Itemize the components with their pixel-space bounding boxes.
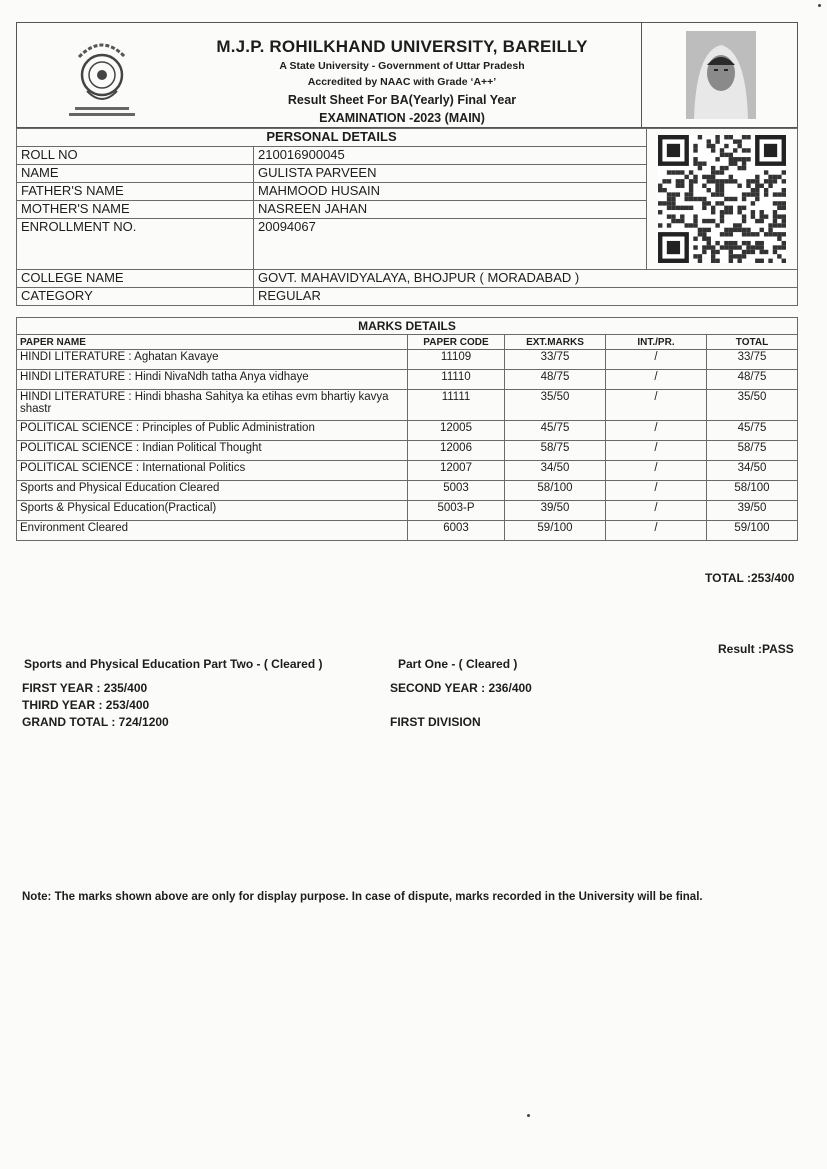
- result-status: Result :PASS: [718, 642, 794, 656]
- result-sheet-title: Result Sheet For BA(Yearly) Final Year: [287, 93, 517, 107]
- qr-code-icon: [655, 135, 789, 263]
- total-marks: 58/100: [707, 481, 798, 501]
- paper-name: POLITICAL SCIENCE : Principles of Public Administration: [17, 421, 408, 441]
- paper-code: 11111: [408, 390, 505, 421]
- student-photo: [686, 31, 756, 119]
- table-row: [17, 501, 798, 521]
- value-category: REGULAR: [254, 288, 798, 306]
- table-row: [17, 461, 798, 481]
- paper-code: 12007: [408, 461, 505, 481]
- paper-name: Sports and Physical Education Cleared: [17, 481, 408, 501]
- paper-code: 12006: [408, 441, 505, 461]
- ext-marks: 59/100: [505, 521, 606, 541]
- int-marks: /: [606, 350, 707, 370]
- int-marks: /: [606, 370, 707, 390]
- table-row: [17, 390, 798, 421]
- table-row: [17, 288, 798, 306]
- value-college-name: GOVT. MAHAVIDYALAYA, BHOJPUR ( MORADABAD ): [254, 270, 798, 288]
- paper-name: Environment Cleared: [17, 521, 408, 541]
- value-name: GULISTA PARVEEN: [254, 165, 647, 183]
- paper-name: HINDI LITERATURE : Hindi NivaNdh tatha Anya vidhaye: [17, 370, 408, 390]
- ext-marks: 58/75: [505, 441, 606, 461]
- paper-code: 12005: [408, 421, 505, 441]
- paper-code: 5003-P: [408, 501, 505, 521]
- paper-name: HINDI LITERATURE : Aghatan Kavaye: [17, 350, 408, 370]
- scan-speck: [818, 4, 821, 7]
- table-row: [17, 441, 798, 461]
- qr-cell: [647, 129, 798, 270]
- paper-name: POLITICAL SCIENCE : Indian Political Thought: [17, 441, 408, 461]
- total-marks: 35/50: [707, 390, 798, 421]
- second-year-marks: SECOND YEAR : 236/400: [390, 681, 532, 695]
- int-marks: /: [606, 501, 707, 521]
- col-total: TOTAL: [707, 335, 798, 350]
- label-enrollment-no: ENROLLMENT NO.: [17, 219, 254, 270]
- ext-marks: 39/50: [505, 501, 606, 521]
- disclaimer-note: Note: The marks shown above are only for display purpose. In case of dispute, marks recorded in the University will be final.: [22, 891, 703, 903]
- col-paper-name: PAPER NAME: [17, 335, 408, 350]
- int-marks: /: [606, 390, 707, 421]
- total-marks: 34/50: [707, 461, 798, 481]
- paper-code: 11110: [408, 370, 505, 390]
- grand-total: GRAND TOTAL : 724/1200: [22, 715, 169, 729]
- table-row: [17, 370, 798, 390]
- personal-details-table: [16, 128, 798, 306]
- marks-header-row: [17, 335, 798, 350]
- int-marks: /: [606, 521, 707, 541]
- paper-code: 6003: [408, 521, 505, 541]
- total-marks: 45/75: [707, 421, 798, 441]
- total-marks: 48/75: [707, 370, 798, 390]
- label-name: NAME: [17, 165, 254, 183]
- table-row: [17, 421, 798, 441]
- first-year-marks: FIRST YEAR : 235/400: [22, 681, 148, 695]
- label-roll-no: ROLL NO: [17, 147, 254, 165]
- accreditation: Accredited by NAAC with Grade ‘A++’: [307, 76, 497, 88]
- label-college-name: COLLEGE NAME: [17, 270, 254, 288]
- paper-code: 5003: [408, 481, 505, 501]
- examination-title: EXAMINATION -2023 (MAIN): [319, 111, 485, 125]
- ext-marks: 45/75: [505, 421, 606, 441]
- paper-code: 11109: [408, 350, 505, 370]
- marks-details-heading: MARKS DETAILS: [17, 318, 798, 335]
- total-marks: 39/50: [707, 501, 798, 521]
- total-marks: 58/75: [707, 441, 798, 461]
- personal-details-heading: PERSONAL DETAILS: [17, 129, 647, 147]
- photo-box: [641, 23, 799, 129]
- table-row: [17, 270, 798, 288]
- label-fathers-name: FATHER'S NAME: [17, 183, 254, 201]
- third-year-marks: THIRD YEAR : 253/400: [22, 698, 150, 712]
- ext-marks: 33/75: [505, 350, 606, 370]
- label-category: CATEGORY: [17, 288, 254, 306]
- ext-marks: 35/50: [505, 390, 606, 421]
- total-marks: 59/100: [707, 521, 798, 541]
- value-mothers-name: NASREEN JAHAN: [254, 201, 647, 219]
- int-marks: /: [606, 461, 707, 481]
- university-name: M.J.P. ROHILKHAND UNIVERSITY, BAREILLY: [216, 37, 588, 56]
- table-row: [17, 350, 798, 370]
- ext-marks: 58/100: [505, 481, 606, 501]
- col-int-pr: INT./PR.: [606, 335, 707, 350]
- division: FIRST DIVISION: [390, 715, 481, 729]
- university-subtitle: A State University - Government of Uttar Pradesh: [279, 60, 525, 72]
- marks-details-table: [16, 317, 798, 541]
- paper-name: HINDI LITERATURE : Hindi bhasha Sahitya ka etihas evm bhartiy kavya shastr: [17, 390, 408, 421]
- int-marks: /: [606, 441, 707, 461]
- label-mothers-name: MOTHER'S NAME: [17, 201, 254, 219]
- part-one: Part One - ( Cleared ): [398, 657, 518, 671]
- value-enrollment-no: 20094067: [254, 219, 647, 270]
- table-row: [17, 521, 798, 541]
- ext-marks: 34/50: [505, 461, 606, 481]
- col-ext-marks: EXT.MARKS: [505, 335, 606, 350]
- int-marks: /: [606, 421, 707, 441]
- sports-part-two: Sports and Physical Education Part Two - ( Cleared ): [24, 657, 323, 671]
- paper-name: Sports & Physical Education(Practical): [17, 501, 408, 521]
- value-roll-no: 210016900045: [254, 147, 647, 165]
- scan-speck: [527, 1114, 530, 1117]
- university-emblem-icon: [47, 29, 157, 121]
- ext-marks: 48/75: [505, 370, 606, 390]
- header-box: [16, 22, 798, 128]
- col-paper-code: PAPER CODE: [408, 335, 505, 350]
- total-marks: 33/75: [707, 350, 798, 370]
- paper-name: POLITICAL SCIENCE : International Politics: [17, 461, 408, 481]
- int-marks: /: [606, 481, 707, 501]
- grand-total-semester: TOTAL :253/400: [705, 571, 795, 585]
- table-row: [17, 481, 798, 501]
- value-fathers-name: MAHMOOD HUSAIN: [254, 183, 647, 201]
